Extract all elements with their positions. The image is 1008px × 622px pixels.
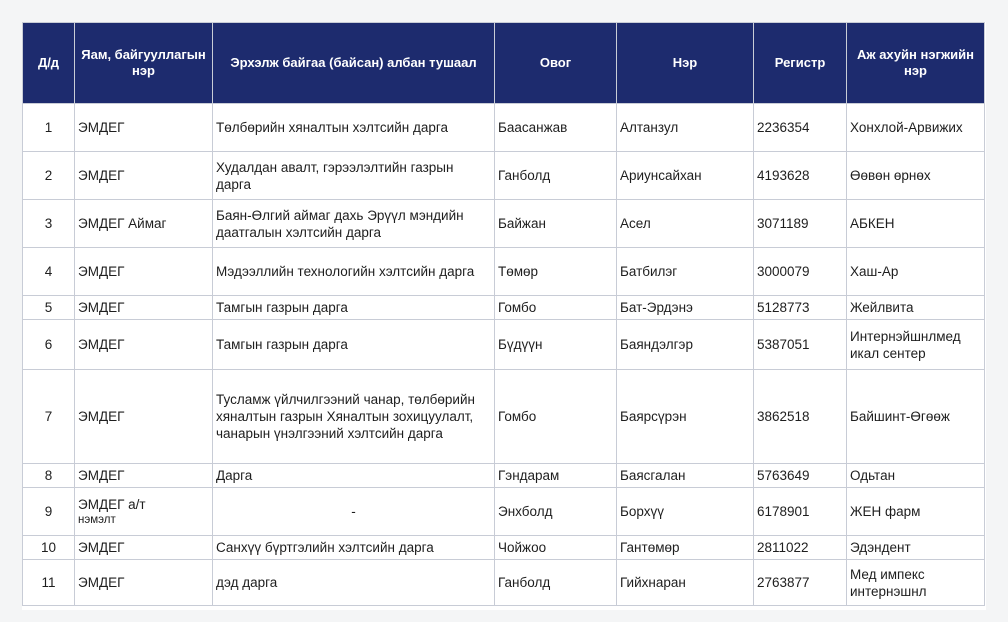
- cell-org: ЭМДЕГ: [75, 560, 213, 606]
- cell-surname: Гомбо: [495, 370, 617, 464]
- cell-register: 3862518: [754, 370, 847, 464]
- header-org: Яам, байгууллагын нэр: [75, 23, 213, 104]
- cell-company: Хонхлой-Арвижих: [847, 104, 985, 152]
- cell-num: 5: [23, 296, 75, 320]
- table-row: [23, 320, 985, 370]
- cell-register: 5763649: [754, 464, 847, 488]
- cell-org: ЭМДЕГ: [75, 104, 213, 152]
- cell-surname: Ганболд: [495, 152, 617, 200]
- cell-name: Алтанзул: [617, 104, 754, 152]
- table-header-row: [23, 23, 985, 104]
- cell-position: Тамгын газрын дарга: [213, 320, 495, 370]
- cell-position: Тамгын газрын дарга: [213, 296, 495, 320]
- cell-num: 10: [23, 536, 75, 560]
- cell-position: дэд дарга: [213, 560, 495, 606]
- cell-org: ЭМДЕГ: [75, 536, 213, 560]
- table-row: [23, 536, 985, 560]
- cell-num: 3: [23, 200, 75, 248]
- cell-org: ЭМДЕГ: [75, 248, 213, 296]
- cell-company: АБКЕН: [847, 200, 985, 248]
- cell-position: Санхүү бүртгэлийн хэлтсийн дарга: [213, 536, 495, 560]
- cell-name: Асел: [617, 200, 754, 248]
- cell-name: Борхүү: [617, 488, 754, 536]
- cell-surname: Байжан: [495, 200, 617, 248]
- cell-surname: Гэндарам: [495, 464, 617, 488]
- cell-register: 3071189: [754, 200, 847, 248]
- cell-num: 2: [23, 152, 75, 200]
- cell-num: 4: [23, 248, 75, 296]
- officials-table: [22, 22, 985, 606]
- cell-company: Интернэйшнлмед икал сентер: [847, 320, 985, 370]
- table-row: [23, 248, 985, 296]
- cell-company: Хаш-Ар: [847, 248, 985, 296]
- cell-num: 7: [23, 370, 75, 464]
- header-position: Эрхэлж байгаа (байсан) албан тушаал: [213, 23, 495, 104]
- table-row: [23, 296, 985, 320]
- table-row: [23, 464, 985, 488]
- cell-surname: Бүдүүн: [495, 320, 617, 370]
- cell-register: 4193628: [754, 152, 847, 200]
- cell-org: ЭМДЕГ: [75, 370, 213, 464]
- header-surname: Овог: [495, 23, 617, 104]
- cell-surname: Энхболд: [495, 488, 617, 536]
- table-row: [23, 152, 985, 200]
- cell-name: Баяндэлгэр: [617, 320, 754, 370]
- cell-surname: Төмөр: [495, 248, 617, 296]
- cell-name: Баярсүрэн: [617, 370, 754, 464]
- cell-company: Эдэндент: [847, 536, 985, 560]
- table-row: [23, 370, 985, 464]
- cell-position: Мэдээллийн технологийн хэлтсийн дарга: [213, 248, 495, 296]
- cell-num: 9: [23, 488, 75, 536]
- cell-num: 8: [23, 464, 75, 488]
- cell-position: Төлбөрийн хяналтын хэлтсийн дарга: [213, 104, 495, 152]
- cell-position: Дарга: [213, 464, 495, 488]
- cell-register: 5128773: [754, 296, 847, 320]
- document-sheet: [22, 22, 986, 610]
- cell-org: ЭМДЕГ: [75, 152, 213, 200]
- cell-company: ЖЕН фарм: [847, 488, 985, 536]
- cell-org: ЭМДЕГ: [75, 464, 213, 488]
- table-row: [23, 104, 985, 152]
- cell-name: Гийхнаран: [617, 560, 754, 606]
- cell-register: 2763877: [754, 560, 847, 606]
- cell-surname: Чойжоо: [495, 536, 617, 560]
- cell-company: Байшинт-Өгөөж: [847, 370, 985, 464]
- cell-org: ЭМДЕГ Аймаг: [75, 200, 213, 248]
- cell-org-main: ЭМДЕГ а/т: [78, 497, 146, 512]
- cell-num: 1: [23, 104, 75, 152]
- cell-name: Ариунсайхан: [617, 152, 754, 200]
- cell-company: Жейлвита: [847, 296, 985, 320]
- cell-org: ЭМДЕГ: [75, 320, 213, 370]
- cell-position: Баян-Өлгий аймаг дахь Эрүүл мэндийн даатгалын хэлтсийн дарга: [213, 200, 495, 248]
- table-row: [23, 200, 985, 248]
- table-row: [23, 488, 985, 536]
- cell-surname: Баасанжав: [495, 104, 617, 152]
- header-register: Регистр: [754, 23, 847, 104]
- header-name: Нэр: [617, 23, 754, 104]
- cell-position: Тусламж үйлчилгээний чанар, төлбөрийн хяналтын газрын Хяналтын зохицуулалт, чанарын үнэлгээний хэлтсийн дарга: [213, 370, 495, 464]
- cell-register: 2236354: [754, 104, 847, 152]
- cell-org: [75, 488, 213, 536]
- cell-surname: Гомбо: [495, 296, 617, 320]
- cell-position: Худалдан авалт, гэрээлэлтийн газрын дарга: [213, 152, 495, 200]
- cell-num: 6: [23, 320, 75, 370]
- cell-position: -: [213, 488, 495, 536]
- cell-company: Мед импекс интернэшнл: [847, 560, 985, 606]
- cell-company: Одьтан: [847, 464, 985, 488]
- cell-org-note: нэмэлт: [78, 514, 116, 526]
- table-row: [23, 560, 985, 606]
- cell-register: 3000079: [754, 248, 847, 296]
- cell-register: 6178901: [754, 488, 847, 536]
- cell-name: Бат-Эрдэнэ: [617, 296, 754, 320]
- cell-company: Өөвөн өрнөх: [847, 152, 985, 200]
- cell-num: 11: [23, 560, 75, 606]
- cell-register: 2811022: [754, 536, 847, 560]
- cell-surname: Ганболд: [495, 560, 617, 606]
- header-company: Аж ахуйн нэгжийн нэр: [847, 23, 985, 104]
- cell-org: ЭМДЕГ: [75, 296, 213, 320]
- cell-name: Баясгалан: [617, 464, 754, 488]
- cell-register: 5387051: [754, 320, 847, 370]
- header-num: Д/д: [23, 23, 75, 104]
- cell-name: Батбилэг: [617, 248, 754, 296]
- cell-name: Гантөмөр: [617, 536, 754, 560]
